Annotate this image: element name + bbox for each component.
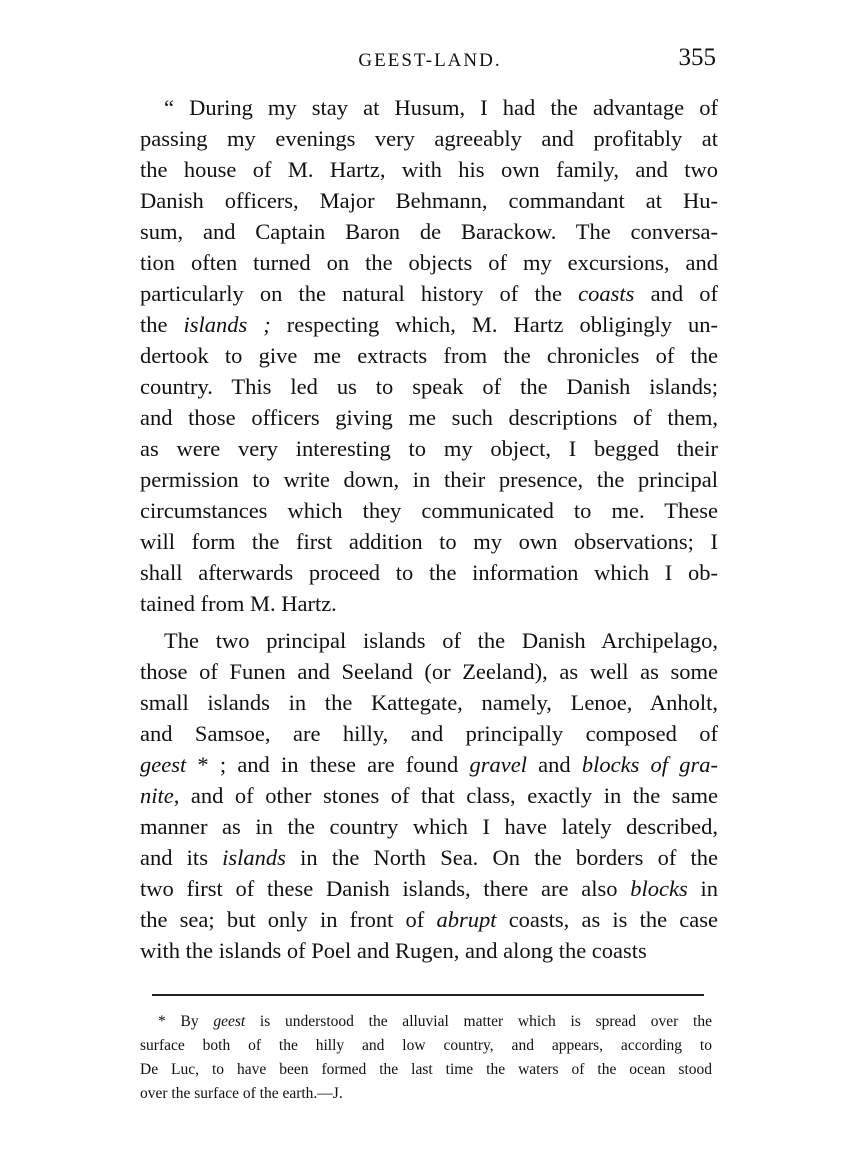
- text-line: [140, 216, 718, 247]
- text-line: [140, 371, 718, 402]
- text-line: [140, 873, 718, 904]
- italic-text: geest: [213, 1013, 246, 1030]
- text-run: and: [526, 752, 582, 777]
- text-line: [140, 588, 718, 619]
- text-run: permission to write down, in their presence, the principal: [140, 467, 718, 492]
- text-line: [140, 309, 718, 340]
- text-line: [140, 749, 718, 780]
- text-line: [140, 123, 718, 154]
- text-line: [140, 495, 718, 526]
- italic-text: coasts: [578, 281, 635, 306]
- text-run: tion often turned on the objects of my excursions, and: [140, 250, 718, 275]
- text-run: * By: [158, 1013, 214, 1030]
- text-run: as were very interesting to my object, I begged their: [140, 436, 718, 461]
- italic-text: geest: [140, 752, 187, 777]
- text-line: [140, 687, 718, 718]
- text-run: will form the first addition to my own observations; I: [140, 529, 718, 554]
- text-run: those of Funen and Seeland (or Zeeland), as well as some: [140, 659, 718, 684]
- italic-text: gravel: [469, 752, 527, 777]
- text-run: small islands in the Kattegate, namely, Lenoe, Anholt,: [140, 690, 718, 715]
- text-run: shall afterwards proceed to the information which I ob-: [140, 560, 718, 585]
- italic-text: islands: [222, 845, 286, 870]
- text-run: Danish officers, Major Behmann, commandant at Hu-: [140, 188, 718, 213]
- footnote-line: [140, 1010, 712, 1034]
- text-line: [140, 656, 718, 687]
- text-run: in: [687, 876, 718, 901]
- italic-text: abrupt: [436, 907, 497, 932]
- footnote: [140, 1010, 712, 1106]
- text-line: [140, 526, 718, 557]
- text-line: [140, 278, 718, 309]
- text-line: [140, 433, 718, 464]
- text-line: [140, 718, 718, 749]
- italic-text: islands ;: [183, 312, 271, 337]
- footnote-line: [140, 1034, 712, 1058]
- text-line: [140, 780, 718, 811]
- body-text: [140, 92, 718, 966]
- text-run: The two principal islands of the Danish Archipelago,: [164, 628, 718, 653]
- running-head: [140, 44, 720, 78]
- text-run: the: [140, 312, 184, 337]
- text-line: [140, 340, 718, 371]
- text-run: the sea; but only in front of: [140, 907, 437, 932]
- text-run: country. This led us to speak of the Danish islands;: [140, 374, 718, 399]
- italic-text: nite: [140, 783, 174, 808]
- text-run: and of: [634, 281, 718, 306]
- paragraph: [140, 625, 718, 966]
- text-run: with the islands of Poel and Rugen, and along the coasts: [140, 938, 647, 963]
- text-run: over the surface of the earth.—J.: [140, 1085, 343, 1102]
- text-line: [140, 935, 718, 966]
- text-run: , and of other stones of that class, exactly in the same: [173, 783, 718, 808]
- text-line: [140, 154, 718, 185]
- text-run: is understood the alluvial matter which is spread over the: [245, 1013, 712, 1030]
- text-run: passing my evenings very agreeably and profitably at: [140, 126, 718, 151]
- italic-text: blocks of gra-: [581, 752, 718, 777]
- text-line: [140, 625, 718, 656]
- text-line: [140, 811, 718, 842]
- text-run: and those officers giving me such descriptions of them,: [140, 405, 718, 430]
- italic-text: blocks: [630, 876, 688, 901]
- text-run: manner as in the country which I have lately described,: [140, 814, 718, 839]
- paragraph: [140, 92, 718, 619]
- text-line: [140, 185, 718, 216]
- text-run: circumstances which they communicated to me. These: [140, 498, 718, 523]
- footnote-rule: [152, 994, 704, 996]
- page-number: 355: [678, 44, 716, 71]
- text-run: two first of these Danish islands, there are also: [140, 876, 631, 901]
- text-run: and its: [140, 845, 223, 870]
- text-run: respecting which, M. Hartz obligingly un-: [270, 312, 718, 337]
- text-run: particularly on the natural history of the: [140, 281, 579, 306]
- running-head-title: GEEST-LAND.: [358, 50, 502, 71]
- text-line: [140, 402, 718, 433]
- text-run: the house of M. Hartz, with his own family, and two: [140, 157, 718, 182]
- text-run: sum, and Captain Baron de Barackow. The conversa-: [140, 219, 718, 244]
- text-line: [140, 464, 718, 495]
- text-line: [140, 247, 718, 278]
- text-run: * ; and in these are found: [186, 752, 470, 777]
- text-run: and Samsoe, are hilly, and principally composed of: [140, 721, 718, 746]
- text-run: tained from M. Hartz.: [140, 591, 337, 616]
- text-run: “ During my stay at Husum, I had the advantage of: [164, 95, 718, 120]
- text-run: coasts, as is the case: [496, 907, 718, 932]
- text-run: surface both of the hilly and low country, and appears, according to: [140, 1037, 712, 1054]
- text-line: [140, 92, 718, 123]
- footnote-line: [140, 1082, 712, 1106]
- text-run: De Luc, to have been formed the last time the waters of the ocean stood: [140, 1061, 712, 1078]
- footnote-line: [140, 1058, 712, 1082]
- text-run: dertook to give me extracts from the chronicles of the: [140, 343, 718, 368]
- text-line: [140, 842, 718, 873]
- text-line: [140, 904, 718, 935]
- text-run: in the North Sea. On the borders of the: [285, 845, 718, 870]
- text-line: [140, 557, 718, 588]
